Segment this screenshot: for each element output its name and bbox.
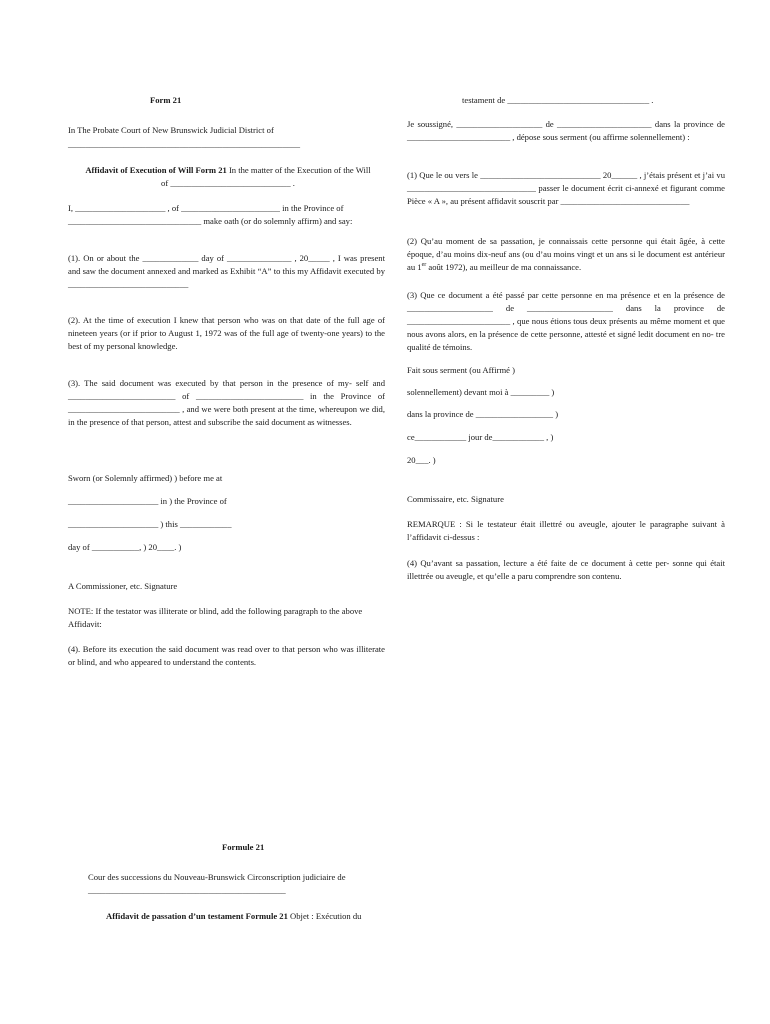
fr-paragraph-4: (4) Qu’avant sa passation, lecture a été faite de ce document à cette per- sonne qui était illettrée ou aveugle, et qu’elle a paru comprendre son contenu. (407, 558, 725, 581)
paragraph-2: (2). At the time of execution I knew that person who was on that date of the full age of nineteen years (or if prior to August 1, 1972 was of the full age of twenty-one years) to the best of my personal knowledge. (68, 315, 385, 351)
fr-paragraph-3: (3) Que ce document a été passé par cette personne en ma présence et en la présence de ____________________ de ____________________ dans la province de ________________________ , que nous étions tous deux présents au même moment et que nous avons alors, en la présence de cette personne, attesté et signé ledit document en no- tre qualité de témoins. (407, 290, 725, 352)
commissioner-signature: A Commissioner, etc. Signature (68, 581, 178, 591)
fait-line-3: dans la province de __________________ ) (407, 409, 559, 419)
paragraph-1: (1). On or about the _____________ day of _______________ , 20_____ , I was present and saw the document annexed and marked as Exhibit “A” to this my Affidavit executed by ____________________________ (68, 253, 385, 289)
commissaire-signature: Commissaire, etc. Signature (407, 494, 504, 504)
paragraph-4: (4). Before its execution the said document was read over to that person who was illiterate or blind, and who appeared to understand the contents. (68, 644, 385, 667)
note-paragraph: NOTE: If the testator was illiterate or blind, add the following paragraph to the above Affidavit: (68, 606, 363, 629)
court-blank: ______________________________________________________ (68, 139, 301, 149)
cour-blank: ______________________________________________ (88, 885, 286, 895)
affidavit-passation-heading (106, 910, 361, 923)
fait-line-4: ce____________ jour de____________ , ) (407, 432, 554, 442)
sworn-line-4: day of ___________, ) 20____. ) (68, 542, 182, 552)
sworn-line-1: Sworn (or Solemnly affirmed) ) before me at (68, 473, 223, 483)
cour-line (88, 871, 388, 897)
intro-paragraph: Je soussigné, ____________________ de ______________________ dans la province de ________________________ , dépose sous serment (ou affirme solennellement) : (407, 119, 725, 142)
affidavit-of-line: of ____________________________ . (161, 178, 295, 188)
testament-top-line: testament de _________________________________ . (462, 95, 654, 105)
sworn-line-2: _____________________ in ) the Province of (68, 496, 227, 506)
paragraph-3: (3). The said document was executed by that person in the presence of my- self and _________________________ of _________________________ in the Province of __________________________ , and we were both present at the time, whereupon we did, in the presence of that person, attest and subscribe the said document as witnesses. (68, 378, 385, 427)
fait-line-2: solennellement) devant moi à _________ ) (407, 387, 555, 397)
oath-paragraph (68, 202, 388, 228)
fait-line-5: 20___. ) (407, 455, 436, 465)
affidavit-heading-bold: Affidavit of Execution of Will Form 21 (85, 165, 227, 175)
court-text: In The Probate Court of New Brunswick Judicial District of (68, 125, 274, 135)
oath-line-2: _______________________________ make oath (or do solemnly affirm) and say: (68, 216, 353, 226)
affidavit-passation-rest: Objet : Exécution du (287, 911, 362, 921)
oath-line-1: I, _____________________ , of _______________________ in the Province of (68, 203, 344, 213)
fr-paragraph-2-text: (2) Qu’au moment de sa passation, je connaissais cette personne qui était âgée, à cette époque, d’au moins dix-neuf ans (ou d’au moins vingt et un ans si le document est antérieur au 1 (407, 236, 725, 272)
fr-paragraph-2-sup: er (421, 262, 427, 269)
sworn-line-3: _____________________ ) this ____________ (68, 519, 232, 529)
affidavit-heading-rest: In the matter of the Execution of the Will (226, 165, 371, 175)
fr-paragraph-2-tail: août 1972), au meilleur de ma connaissance. (426, 262, 582, 272)
form-title: Form 21 (150, 95, 182, 105)
fait-line-1: Fait sous serment (ou Affirmé ) (407, 365, 515, 375)
affidavit-passation-bold: Affidavit de passation d’un testament Formule 21 (106, 911, 288, 921)
cour-text: Cour des successions du Nouveau-Brunswick Circonscription judiciaire de (88, 872, 346, 882)
fr-paragraph-1: (1) Que le ou vers le ____________________________ 20______ , j’étais présent et j’ai vu ______________________________ passer le document écrit ci-annexé et figurant comme Pièce « A », au présent affidavit souscrit par ______________________________ (407, 170, 725, 206)
court-line (68, 124, 388, 151)
affidavit-heading (68, 164, 388, 190)
remarque-paragraph: REMARQUE : Si le testateur était illettré ou aveugle, ajouter le paragraphe suivant à l’affidavit ci-dessus : (407, 519, 725, 542)
formule-title: Formule 21 (222, 842, 265, 852)
fr-paragraph-2 (407, 235, 725, 274)
